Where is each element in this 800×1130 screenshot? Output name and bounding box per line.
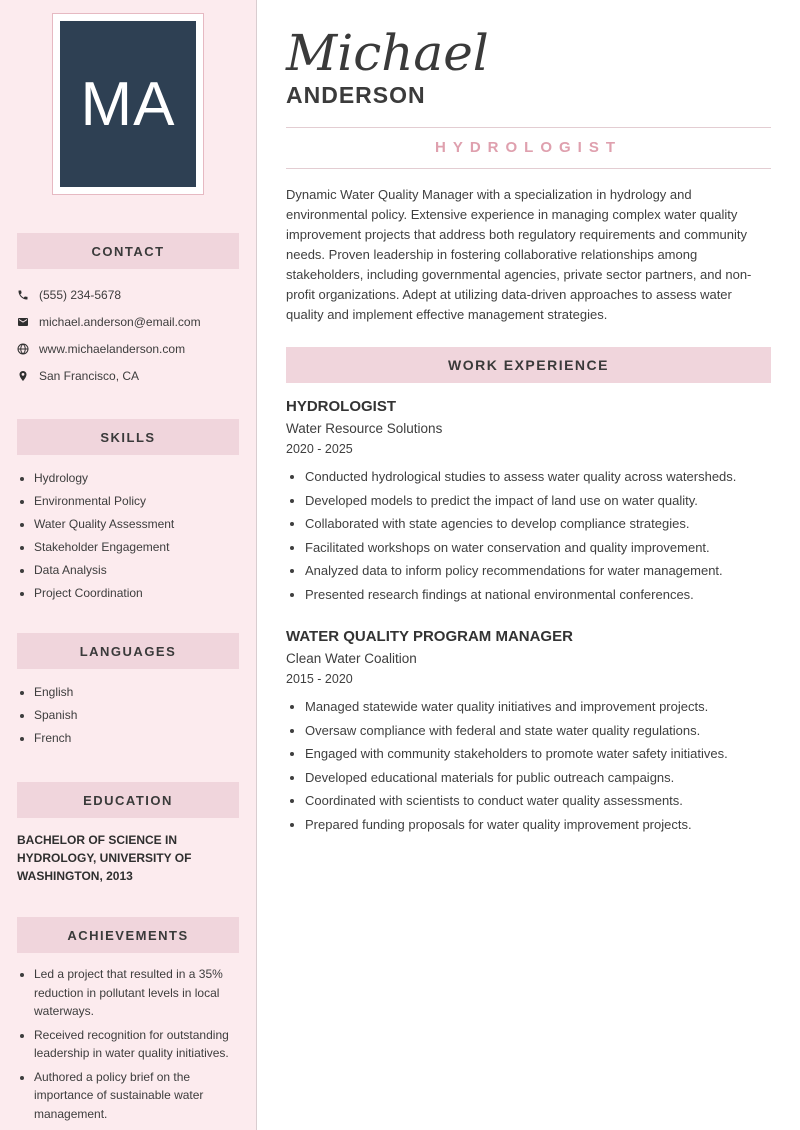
job-bullet: • Analyzed data to inform policy recommendations for water management. [305,559,771,583]
contact-item-email [17,308,242,335]
work-experience-title: WORK EXPERIENCE [448,357,609,373]
language-item: • Spanish [34,704,242,727]
contact-section-title: CONTACT [91,243,165,259]
professional-summary: Dynamic Water Quality Manager with a specialization in hydrology and environmental policy. Extensive experience in managing complex water quality improvement projects that address both regulatory requirements and community needs. Proven leadership in fostering collaborative relationships among stakeholders, including governmental agencies, private sector partners, and non-profit organizations. Adept at utilizing data-driven approaches to assess water quality and implement effective management strategies. [286,187,752,322]
job-company: Water Resource Solutions [286,421,443,436]
skill-item: • Water Quality Assessment [34,513,242,536]
job-bullet: • Oversaw compliance with federal and state water quality regulations. [305,719,771,743]
job-bullet: • Presented research findings at national environmental conferences. [305,583,771,607]
language-item: • French [34,727,242,750]
contact-website: www.michaelanderson.com [39,341,186,356]
job-dates: 2020 - 2025 [286,442,353,456]
job-title: HYDROLOGIST [434,139,622,156]
first-name: Michael [286,24,489,82]
last-name: ANDERSON [286,82,426,108]
location-icon [17,370,29,382]
achievements-section-title: ACHIEVEMENTS [67,927,189,943]
work-experience-header [286,347,771,383]
job-bullet: • Managed statewide water quality initiatives and improvement projects. [305,695,771,719]
avatar [52,13,204,195]
job-bullet: • Collaborated with state agencies to develop compliance strategies. [305,512,771,536]
avatar-monogram [60,21,196,187]
education-section-header [17,782,239,818]
contact-list [17,281,242,389]
main-content [257,0,800,1130]
contact-phone: (555) 234-5678 [39,287,122,302]
languages-section-title: LANGUAGES [79,643,177,659]
languages-list [34,681,242,750]
job-bullet: • Facilitated workshops on water conservation and quality improvement. [305,536,771,560]
contact-location: San Francisco, CA [39,368,140,383]
job-dates: 2015 - 2020 [286,672,353,686]
job-bullet: • Developed models to predict the impact of land use on water quality. [305,489,771,513]
job-bullet: • Prepared funding proposals for water quality improvement projects. [305,813,771,837]
language-item: • English [34,681,242,704]
skill-item: • Stakeholder Engagement [34,536,242,559]
skill-item: • Project Coordination [34,582,242,605]
skills-list [34,467,242,605]
job-role: WATER QUALITY PROGRAM MANAGER [286,628,573,645]
email-icon [17,316,29,328]
achievements-section-header [17,917,239,953]
job-entry [286,398,771,606]
avatar-initials: MA [80,69,176,139]
achievement-item: • Received recognition for outstanding leadership in water quality initiatives. [34,1026,242,1068]
achievements-list [34,965,242,1128]
sidebar [0,0,257,1130]
achievement-item: • Authored a policy brief on the importance of sustainable water management. [34,1068,242,1129]
job-bullet: • Coordinated with scientists to conduct water quality assessments. [305,789,771,813]
job-role: HYDROLOGIST [286,398,397,415]
contact-item-phone [17,281,242,308]
skill-item: • Hydrology [34,467,242,490]
job-bullet-list [305,695,771,836]
skill-item: • Data Analysis [34,559,242,582]
achievement-item: • Led a project that resulted in a 35% reduction in pollutant levels in local waterways. [34,965,242,1026]
contact-item-website [17,335,242,362]
job-title-banner [286,127,771,169]
skills-section-title: SKILLS [100,429,156,445]
education-degree: BACHELOR OF SCIENCE IN HYDROLOGY, UNIVERSITY OF WASHINGTON, 2013 [17,833,192,883]
job-bullet-list [305,465,771,606]
contact-section-header [17,233,239,269]
education-section-title: EDUCATION [83,792,173,808]
skill-item: • Environmental Policy [34,490,242,513]
job-entry [286,628,771,836]
contact-item-location [17,362,242,389]
skills-section-header [17,419,239,455]
contact-email: michael.anderson@email.com [39,314,201,329]
phone-icon [17,289,29,301]
globe-icon [17,343,29,355]
job-company: Clean Water Coalition [286,651,417,666]
job-bullet: • Conducted hydrological studies to assess water quality across watersheds. [305,465,771,489]
job-bullet: • Engaged with community stakeholders to promote water safety initiatives. [305,742,771,766]
languages-section-header [17,633,239,669]
job-bullet: • Developed educational materials for public outreach campaigns. [305,766,771,790]
